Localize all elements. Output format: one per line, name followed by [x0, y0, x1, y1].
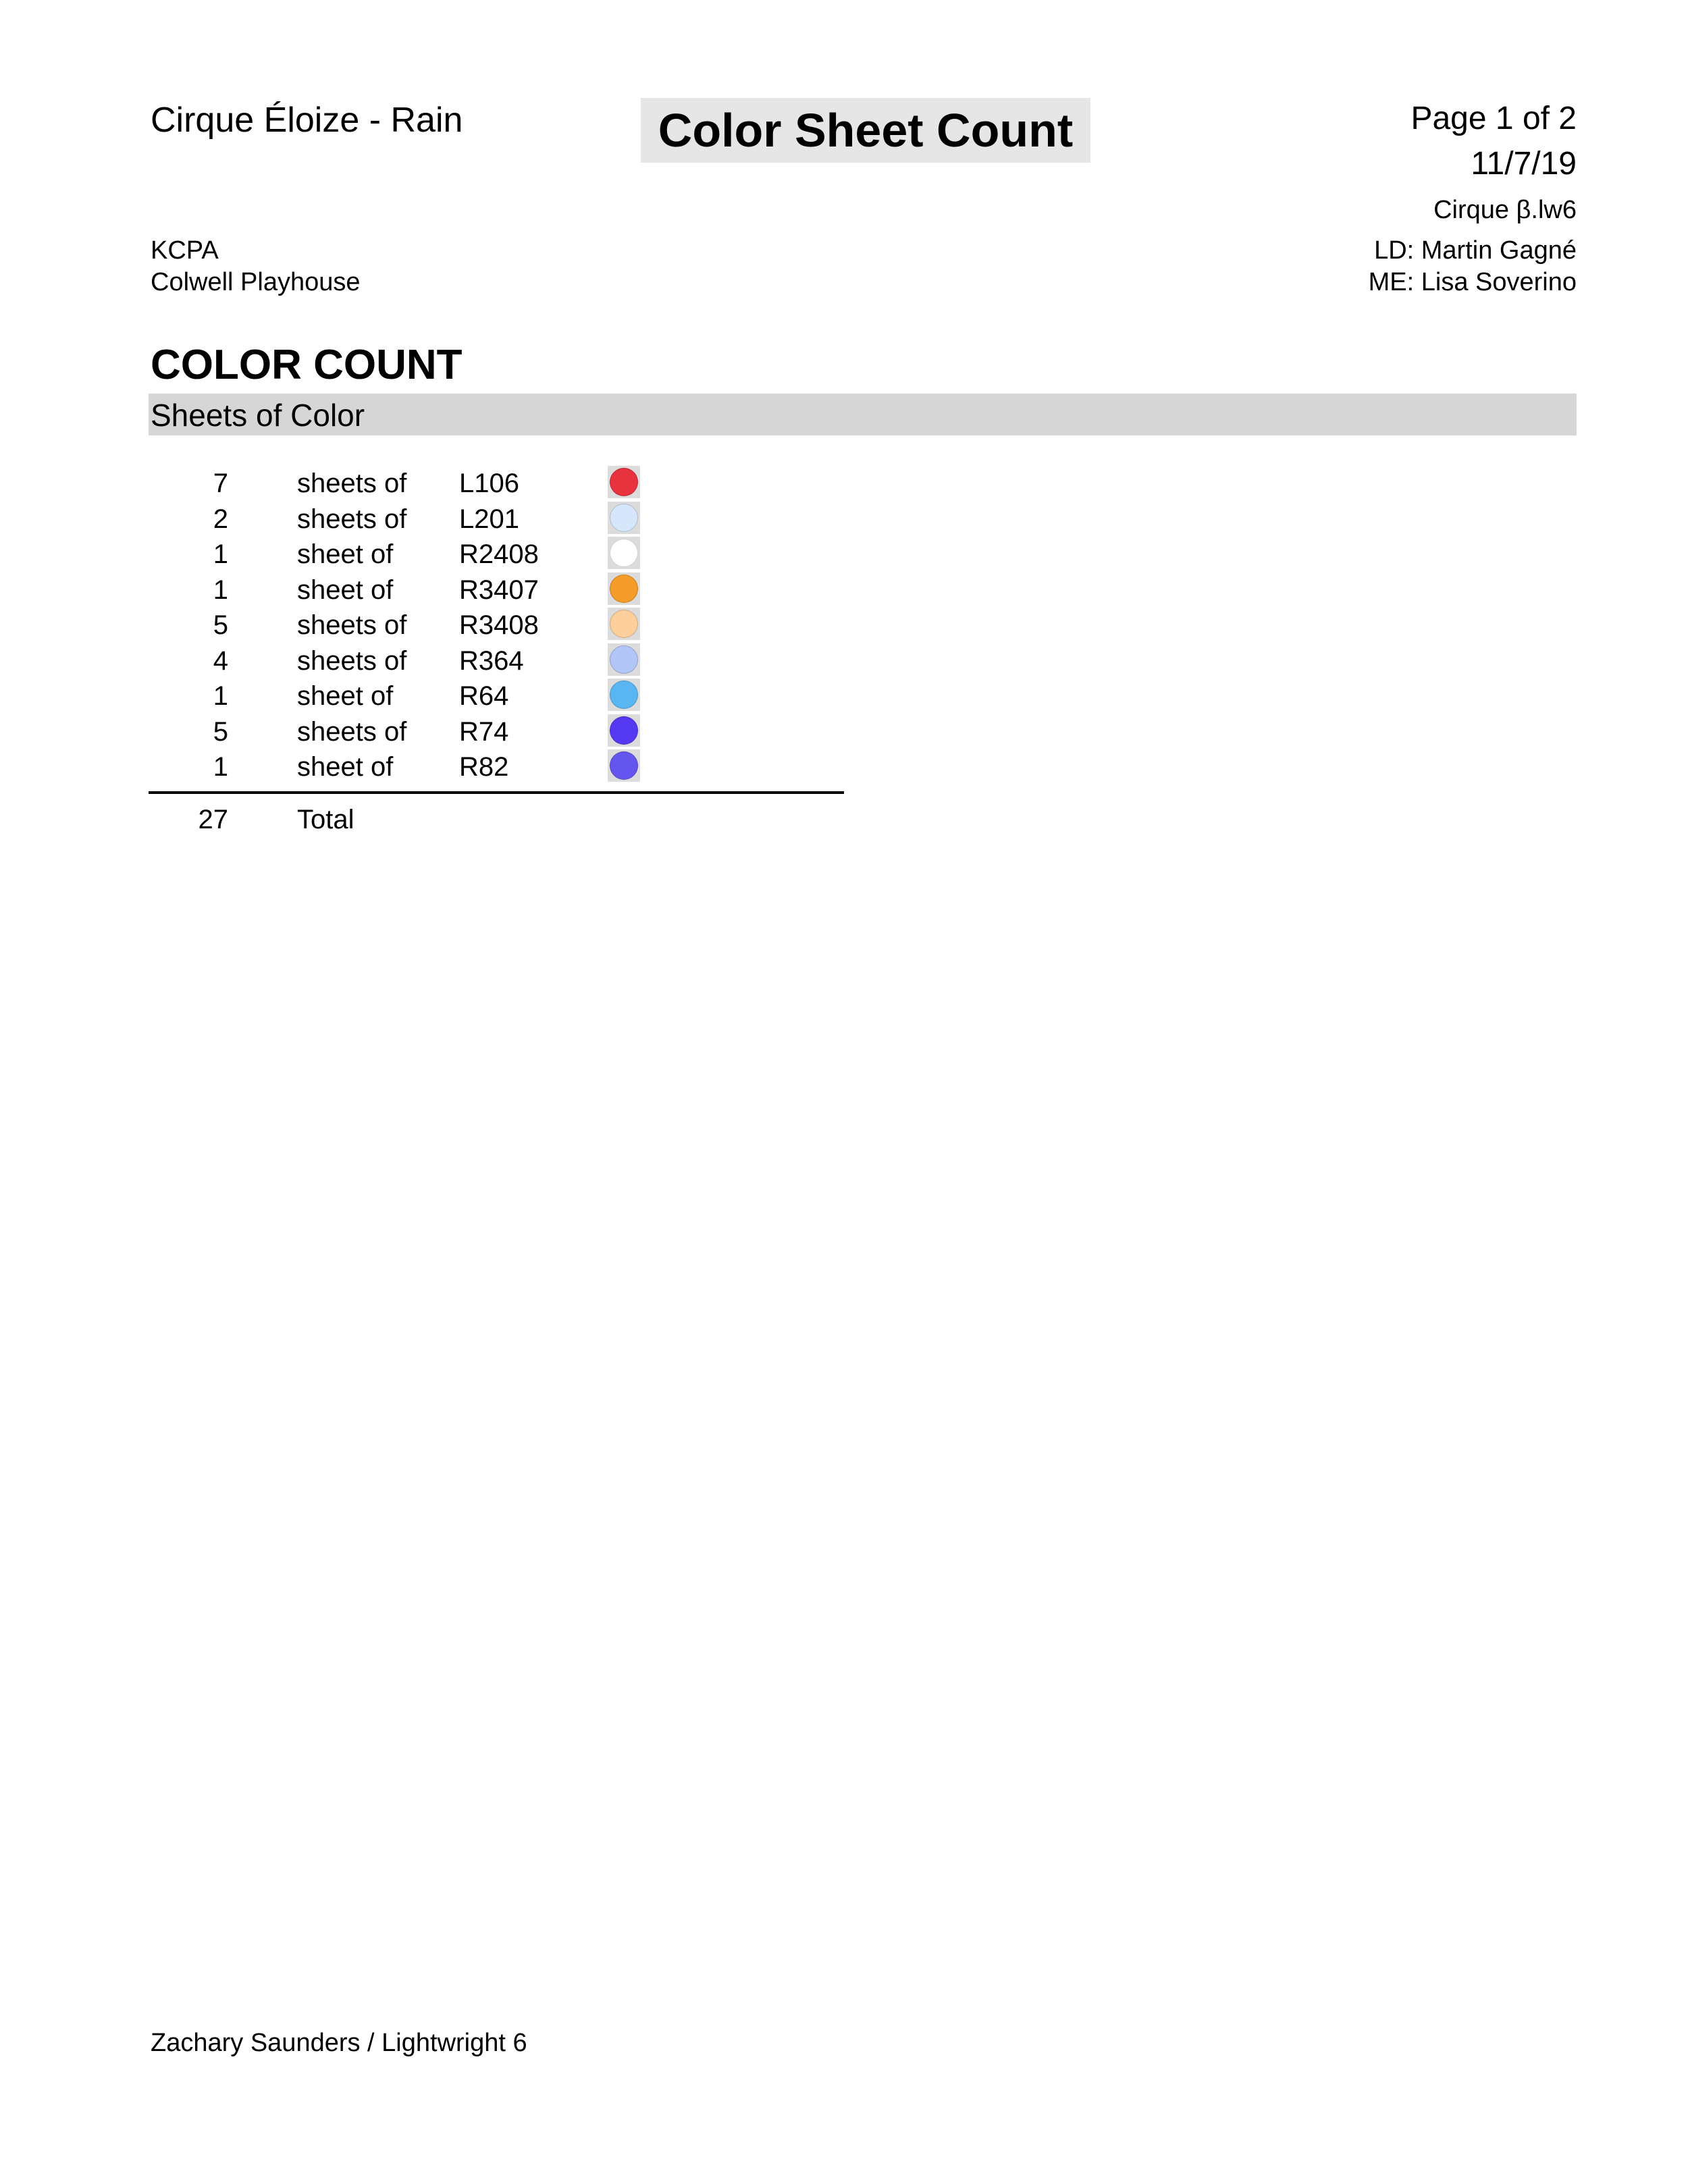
sheet-count: 4	[213, 645, 228, 676]
report-title: Color Sheet Count	[658, 104, 1074, 157]
total-label: Total	[297, 805, 354, 834]
color-row	[149, 749, 844, 785]
color-swatch	[608, 643, 640, 676]
color-row	[149, 643, 844, 679]
color-row	[149, 572, 844, 608]
color-swatch	[608, 608, 640, 640]
sheet-count: 1	[213, 575, 228, 605]
color-swatch	[608, 714, 640, 747]
color-swatch	[608, 678, 640, 711]
color-code: L201	[459, 504, 519, 534]
sheet-count: 5	[213, 716, 228, 747]
color-code: R364	[459, 645, 524, 676]
color-swatch	[608, 502, 640, 534]
subheading-bar	[149, 394, 1577, 435]
report-title-box	[641, 98, 1090, 163]
sheet-unit: sheet of	[297, 575, 394, 605]
file-name: Cirque β.lw6	[1433, 196, 1577, 224]
total-count: 27	[198, 805, 228, 834]
color-row	[149, 608, 844, 643]
color-row	[149, 537, 844, 572]
color-swatch	[608, 572, 640, 605]
color-count-list	[149, 466, 844, 785]
sheet-unit: sheets of	[297, 504, 407, 534]
color-code: R64	[459, 681, 509, 711]
sheet-unit: sheet of	[297, 539, 394, 569]
color-code: R2408	[459, 539, 539, 569]
sheet-count: 1	[213, 681, 228, 711]
venue-name: KCPA	[151, 236, 219, 265]
sheet-unit: sheets of	[297, 610, 407, 640]
color-code: L106	[459, 469, 519, 498]
footer-credit: Zachary Saunders / Lightwright 6	[151, 2029, 527, 2057]
sheet-unit: sheets of	[297, 469, 407, 498]
color-code: R3407	[459, 575, 539, 605]
sheet-count: 5	[213, 610, 228, 640]
sheet-count: 2	[213, 504, 228, 534]
color-row	[149, 466, 844, 502]
page-number: Page 1 of 2	[1410, 101, 1577, 136]
color-swatch	[608, 466, 640, 498]
color-row	[149, 714, 844, 750]
sheet-count: 1	[213, 752, 228, 782]
color-code: R82	[459, 752, 509, 782]
subheading: Sheets of Color	[151, 398, 365, 433]
color-swatch	[608, 537, 640, 569]
color-row	[149, 678, 844, 714]
color-code: R74	[459, 716, 509, 747]
sheet-unit: sheets of	[297, 716, 407, 747]
show-title: Cirque Éloize - Rain	[151, 101, 463, 140]
total-divider	[149, 791, 844, 794]
master-electrician: ME: Lisa Soverino	[1368, 268, 1577, 296]
color-row	[149, 502, 844, 537]
sheet-count: 1	[213, 539, 228, 569]
sheet-unit: sheet of	[297, 681, 394, 711]
sheet-unit: sheet of	[297, 752, 394, 782]
color-swatch	[608, 749, 640, 782]
section-heading: COLOR COUNT	[151, 342, 463, 388]
total-row	[149, 802, 844, 837]
lighting-designer: LD: Martin Gagné	[1374, 236, 1577, 265]
color-code: R3408	[459, 610, 539, 640]
sheet-unit: sheets of	[297, 645, 407, 676]
sheet-count: 7	[213, 469, 228, 498]
theatre-name: Colwell Playhouse	[151, 268, 361, 296]
report-date: 11/7/19	[1471, 146, 1577, 182]
